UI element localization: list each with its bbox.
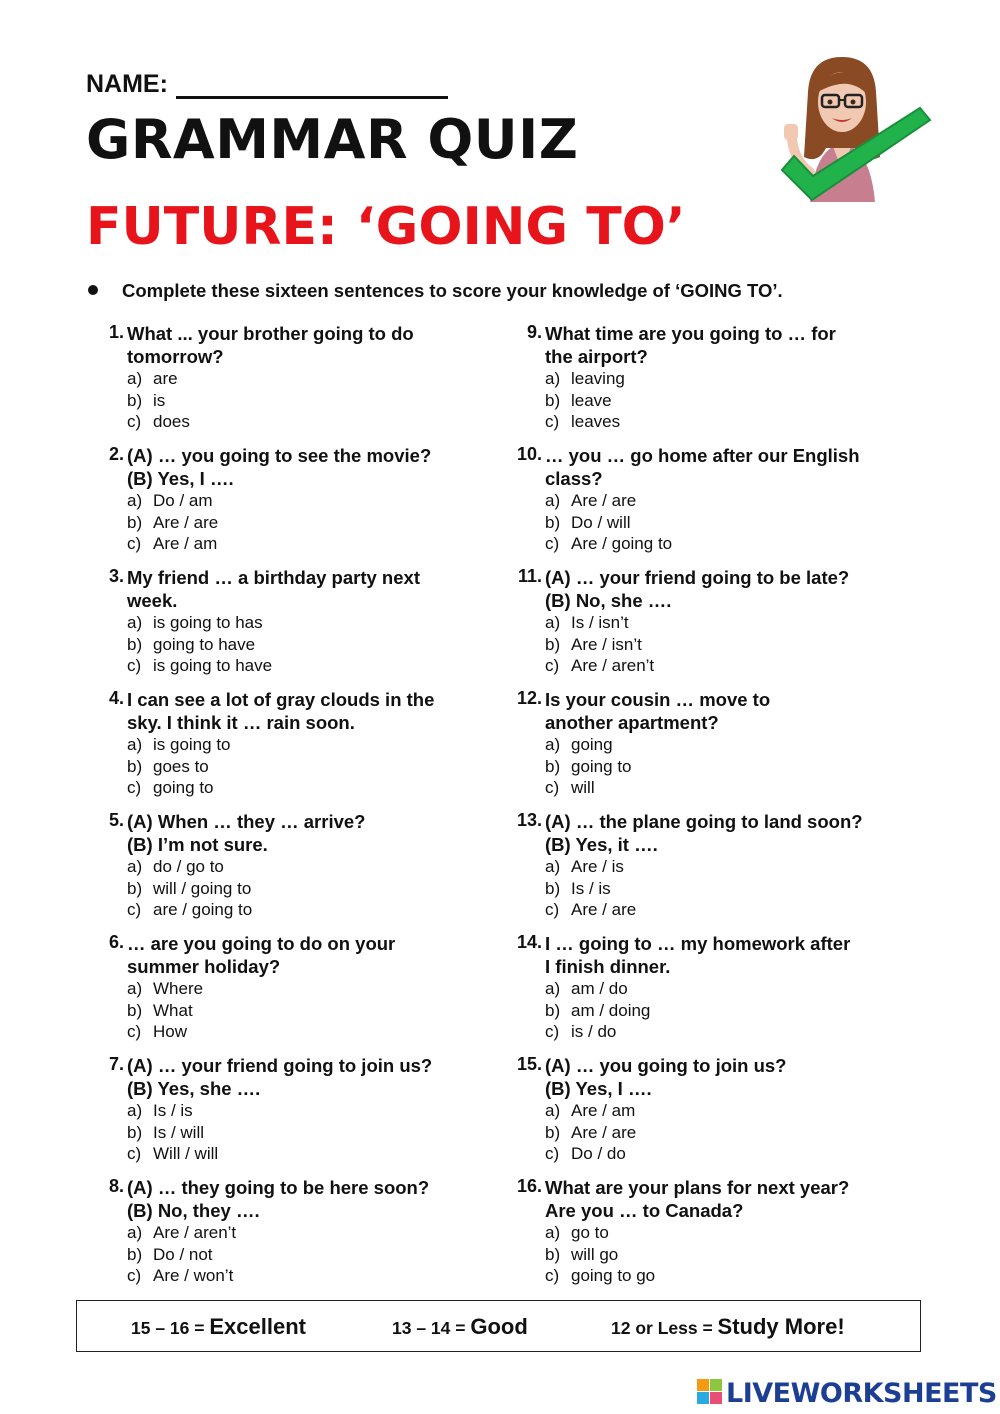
question-line: (B) No, they …. <box>127 1200 260 1221</box>
question-line: the airport? <box>545 346 648 367</box>
question-item <box>508 322 918 444</box>
option-letter: b) <box>545 634 561 654</box>
option-text: will go <box>571 1244 619 1264</box>
name-row <box>86 70 448 99</box>
question-text <box>127 322 500 368</box>
option-letter: a) <box>545 369 561 388</box>
answer-option[interactable] <box>127 1021 500 1043</box>
option-text: is going to have <box>153 656 273 675</box>
answer-option[interactable] <box>545 1021 918 1043</box>
question-number: 14. <box>516 932 542 952</box>
score-good <box>392 1314 528 1340</box>
question-number: 10. <box>516 444 542 464</box>
answer-option[interactable] <box>127 856 500 878</box>
score-label: Good <box>470 1314 528 1339</box>
score-range: 15 – 16 = <box>131 1318 205 1338</box>
option-text: is going to <box>153 735 231 754</box>
option-text: is going to has <box>153 613 263 632</box>
question-line: Is your cousin … move to <box>545 689 771 710</box>
question-line: … you … go home after our English <box>545 445 860 466</box>
answer-option[interactable] <box>127 512 500 534</box>
question-text <box>127 1176 500 1222</box>
answer-option[interactable] <box>127 1122 500 1144</box>
instruction-text <box>88 280 783 302</box>
question-line: (B) Yes, I …. <box>545 1078 652 1099</box>
answer-option[interactable] <box>127 1000 500 1022</box>
answer-option[interactable] <box>127 612 500 634</box>
option-text: Where <box>153 979 204 998</box>
option-letter: a) <box>545 491 561 510</box>
avatar-checkmark-illustration <box>770 52 940 212</box>
question-item <box>90 566 500 688</box>
question-line: (A) … you going to join us? <box>545 1055 787 1076</box>
question-number: 1. <box>108 322 124 342</box>
question-item <box>90 322 500 444</box>
bullet-icon <box>88 285 98 295</box>
option-letter: b) <box>127 512 143 532</box>
option-text: leaving <box>571 369 625 388</box>
question-line: sky. I think it … rain soon. <box>127 712 355 733</box>
question-line: (B) Yes, I …. <box>127 468 234 489</box>
answer-options <box>545 490 918 555</box>
question-line: (A) … the plane going to land soon? <box>545 811 863 832</box>
answer-options <box>127 368 500 433</box>
option-text: Do / not <box>153 1244 213 1264</box>
option-text: What <box>153 1000 193 1020</box>
answer-options <box>127 1100 500 1165</box>
answer-option[interactable] <box>545 899 918 921</box>
answer-option[interactable] <box>127 978 500 1000</box>
avatar-icon <box>770 52 940 212</box>
question-text <box>127 932 500 978</box>
questions-right-column <box>508 322 918 1298</box>
question-item <box>90 688 500 810</box>
option-text: Are / going to <box>571 534 673 553</box>
option-letter: b) <box>545 1244 561 1264</box>
option-letter: a) <box>545 979 561 998</box>
question-number: 9. <box>526 322 542 342</box>
option-letter: c) <box>545 900 560 919</box>
option-letter: a) <box>545 735 561 754</box>
option-text: Are / aren’t <box>153 1223 237 1242</box>
option-letter: c) <box>127 1266 142 1285</box>
answer-option[interactable] <box>545 533 918 555</box>
question-text <box>545 932 918 978</box>
answer-option[interactable] <box>545 368 918 390</box>
score-range: 13 – 14 = <box>392 1318 466 1338</box>
score-label: Excellent <box>209 1314 306 1339</box>
option-letter: c) <box>545 534 560 553</box>
answer-option[interactable] <box>545 734 918 756</box>
question-line: another apartment? <box>545 712 719 733</box>
option-letter: c) <box>127 778 142 797</box>
page-title: GRAMMAR QUIZ <box>86 108 579 171</box>
option-letter: b) <box>545 390 561 410</box>
answer-option[interactable] <box>545 1143 918 1165</box>
question-text <box>545 688 918 734</box>
question-line: I can see a lot of gray clouds in the <box>127 689 435 710</box>
question-number: 6. <box>108 932 124 952</box>
question-item <box>90 1054 500 1176</box>
answer-option[interactable] <box>127 1100 500 1122</box>
option-letter: c) <box>127 412 142 431</box>
score-label: Study More! <box>717 1314 845 1339</box>
question-item <box>508 932 918 1054</box>
question-number: 4. <box>108 688 124 708</box>
option-letter: c) <box>127 1144 142 1163</box>
option-letter: b) <box>127 1122 143 1142</box>
question-line: (A) … your friend going to join us? <box>127 1055 433 1076</box>
question-line: week. <box>127 590 178 611</box>
score-excellent <box>131 1314 306 1340</box>
option-text: Is / is <box>153 1101 193 1120</box>
answer-option[interactable] <box>127 756 500 778</box>
score-study-more <box>611 1314 845 1340</box>
answer-option[interactable] <box>127 411 500 433</box>
answer-option[interactable] <box>545 1244 918 1266</box>
score-range: 12 or Less = <box>611 1318 713 1338</box>
question-number: 12. <box>516 688 542 708</box>
question-number: 11. <box>517 566 542 586</box>
option-letter: b) <box>127 1244 143 1264</box>
name-label: NAME: <box>86 70 168 98</box>
option-letter: a) <box>545 1101 561 1120</box>
answer-options <box>545 734 918 799</box>
instruction-label: Complete these sixteen sentences to score your knowledge of ‘GOING TO’. <box>122 280 783 301</box>
answer-option[interactable] <box>545 1122 918 1144</box>
answer-option[interactable] <box>545 612 918 634</box>
question-number: 7. <box>108 1054 124 1074</box>
option-letter: c) <box>127 656 142 675</box>
answer-option[interactable] <box>127 777 500 799</box>
answer-option[interactable] <box>545 390 918 412</box>
option-text: going to <box>571 756 632 776</box>
question-number: 16. <box>516 1176 542 1196</box>
option-letter: c) <box>545 1266 560 1285</box>
answer-option[interactable] <box>127 1244 500 1266</box>
answer-option[interactable] <box>545 856 918 878</box>
answer-options <box>545 368 918 433</box>
option-letter: c) <box>545 1022 560 1041</box>
answer-option[interactable] <box>127 899 500 921</box>
option-text: will / going to <box>153 878 252 898</box>
question-text <box>545 322 918 368</box>
option-text: How <box>153 1022 188 1041</box>
answer-option[interactable] <box>545 512 918 534</box>
answer-options <box>545 1222 918 1287</box>
answer-option[interactable] <box>545 634 918 656</box>
option-letter: c) <box>545 778 560 797</box>
question-line: class? <box>545 468 603 489</box>
option-text: will <box>571 778 595 797</box>
question-item <box>508 1054 918 1176</box>
option-text: are / going to <box>153 900 253 919</box>
option-text: does <box>153 412 190 431</box>
question-number: 15. <box>516 1054 542 1074</box>
option-letter: c) <box>127 534 142 553</box>
question-item <box>90 444 500 566</box>
question-number: 2. <box>108 444 124 464</box>
option-text: Are / are <box>571 491 637 510</box>
question-line: What time are you going to … for <box>545 323 836 344</box>
question-line: (A) When … they … arrive? <box>127 811 366 832</box>
answer-option[interactable] <box>127 533 500 555</box>
option-text: is / do <box>571 1022 617 1041</box>
option-text: Will / will <box>153 1144 219 1163</box>
question-line: (B) I’m not sure. <box>127 834 268 855</box>
question-text <box>545 1176 918 1222</box>
option-letter: a) <box>545 613 561 632</box>
option-letter: a) <box>127 1101 143 1120</box>
option-text: Are / isn’t <box>571 634 642 654</box>
option-letter: c) <box>545 412 560 431</box>
answer-option[interactable] <box>127 878 500 900</box>
option-letter: c) <box>545 1144 560 1163</box>
question-number: 8. <box>108 1176 124 1196</box>
page-subtitle: FUTURE: ‘GOING TO’ <box>86 197 686 257</box>
answer-option[interactable] <box>127 655 500 677</box>
option-text: Do / do <box>571 1144 626 1163</box>
question-line: (B) Yes, she …. <box>127 1078 261 1099</box>
question-item <box>508 688 918 810</box>
option-text: going to <box>153 778 214 797</box>
answer-option[interactable] <box>127 1265 500 1287</box>
option-text: going <box>571 735 613 754</box>
answer-options <box>545 1100 918 1165</box>
answer-options <box>127 734 500 799</box>
option-letter: c) <box>127 1022 142 1041</box>
question-item <box>508 566 918 688</box>
question-line: (A) … you going to see the movie? <box>127 445 432 466</box>
answer-option[interactable] <box>127 368 500 390</box>
answer-option[interactable] <box>127 490 500 512</box>
option-text: Are / am <box>571 1101 636 1120</box>
question-number: 5. <box>108 810 124 830</box>
option-letter: a) <box>127 735 143 754</box>
answer-options <box>545 856 918 921</box>
option-letter: b) <box>127 634 143 654</box>
answer-options <box>127 978 500 1043</box>
question-item <box>90 1176 500 1298</box>
answer-option[interactable] <box>545 1000 918 1022</box>
logo-text: LIVEWORKSHEETS <box>726 1378 997 1409</box>
answer-option[interactable] <box>127 390 500 412</box>
answer-options <box>545 612 918 677</box>
answer-option[interactable] <box>127 1222 500 1244</box>
option-text: Do / will <box>571 512 631 532</box>
answer-option[interactable] <box>545 655 918 677</box>
question-line: I finish dinner. <box>545 956 671 977</box>
question-text <box>127 688 500 734</box>
option-text: Is / is <box>571 878 611 898</box>
option-text: am / do <box>571 979 628 998</box>
option-letter: a) <box>127 1223 143 1242</box>
question-line: … are you going to do on your <box>127 933 396 954</box>
option-letter: a) <box>127 613 143 632</box>
question-line: What ... your brother going to do <box>127 323 414 344</box>
answer-option[interactable] <box>545 1222 918 1244</box>
option-text: leaves <box>571 412 621 431</box>
question-line: (B) Yes, it …. <box>545 834 658 855</box>
question-item <box>508 1176 918 1298</box>
name-blank <box>176 74 448 99</box>
answer-option[interactable] <box>545 1100 918 1122</box>
option-text: go to <box>571 1223 609 1242</box>
option-text: Are / are <box>571 900 637 919</box>
answer-option[interactable] <box>545 411 918 433</box>
question-text <box>545 810 918 856</box>
option-letter: b) <box>545 878 561 898</box>
option-text: going to go <box>571 1266 656 1285</box>
option-letter: c) <box>545 656 560 675</box>
option-text: Are / are <box>153 512 219 532</box>
option-letter: b) <box>545 756 561 776</box>
option-text: Are / am <box>153 534 218 553</box>
option-letter: b) <box>127 390 143 410</box>
answer-options <box>127 1222 500 1287</box>
option-letter: c) <box>127 900 142 919</box>
option-text: goes to <box>153 756 209 776</box>
answer-options <box>127 856 500 921</box>
option-letter: b) <box>127 756 143 776</box>
option-text: Do / am <box>153 491 213 510</box>
option-letter: a) <box>127 857 143 876</box>
question-text <box>545 444 918 490</box>
questions-left-column <box>90 322 500 1298</box>
option-letter: a) <box>127 491 143 510</box>
option-text: Are / are <box>571 1122 637 1142</box>
option-letter: b) <box>127 878 143 898</box>
option-text: am / doing <box>571 1000 651 1020</box>
answer-option[interactable] <box>545 878 918 900</box>
question-line: Are you … to Canada? <box>545 1200 744 1221</box>
option-text: Is / will <box>153 1122 204 1142</box>
question-line: My friend … a birthday party next <box>127 567 420 588</box>
question-line: (A) … your friend going to be late? <box>545 567 850 588</box>
option-text: Are / aren’t <box>571 656 655 675</box>
answer-option[interactable] <box>127 634 500 656</box>
answer-option[interactable] <box>127 734 500 756</box>
answer-option[interactable] <box>545 777 918 799</box>
option-text: are <box>153 369 178 388</box>
question-text <box>545 566 918 612</box>
option-letter: b) <box>545 512 561 532</box>
option-text: Is / isn’t <box>571 613 629 632</box>
question-text <box>127 810 500 856</box>
option-text: do / go to <box>153 857 224 876</box>
option-letter: a) <box>127 369 143 388</box>
option-letter: a) <box>545 1223 561 1242</box>
answer-options <box>545 978 918 1043</box>
question-line: What are your plans for next year? <box>545 1177 850 1198</box>
question-number: 13. <box>516 810 542 830</box>
liveworksheets-logo[interactable] <box>697 1378 997 1409</box>
option-letter: b) <box>127 1000 143 1020</box>
answer-option[interactable] <box>545 978 918 1000</box>
question-line: summer holiday? <box>127 956 281 977</box>
answer-option[interactable] <box>545 756 918 778</box>
question-line: (A) … they going to be here soon? <box>127 1177 430 1198</box>
answer-options <box>127 490 500 555</box>
answer-option[interactable] <box>127 1143 500 1165</box>
option-text: leave <box>571 390 612 410</box>
option-text: Are / won’t <box>153 1266 234 1285</box>
option-letter: a) <box>127 979 143 998</box>
answer-option[interactable] <box>545 490 918 512</box>
option-text: Are / is <box>571 857 624 876</box>
question-line: (B) No, she …. <box>545 590 672 611</box>
question-text <box>127 444 500 490</box>
question-line: I … going to … my homework after <box>545 933 851 954</box>
option-letter: b) <box>545 1122 561 1142</box>
question-text <box>127 566 500 612</box>
question-item <box>90 810 500 932</box>
answer-options <box>127 612 500 677</box>
logo-blocks-icon <box>697 1379 723 1405</box>
question-number: 3. <box>108 566 124 586</box>
answer-option[interactable] <box>545 1265 918 1287</box>
question-line: tomorrow? <box>127 346 224 367</box>
option-letter: a) <box>545 857 561 876</box>
question-item <box>90 932 500 1054</box>
question-text <box>545 1054 918 1100</box>
scoring-box <box>76 1300 921 1352</box>
option-text: going to have <box>153 634 256 654</box>
question-item <box>508 810 918 932</box>
option-letter: b) <box>545 1000 561 1020</box>
question-text <box>127 1054 500 1100</box>
option-text: is <box>153 390 166 410</box>
question-item <box>508 444 918 566</box>
